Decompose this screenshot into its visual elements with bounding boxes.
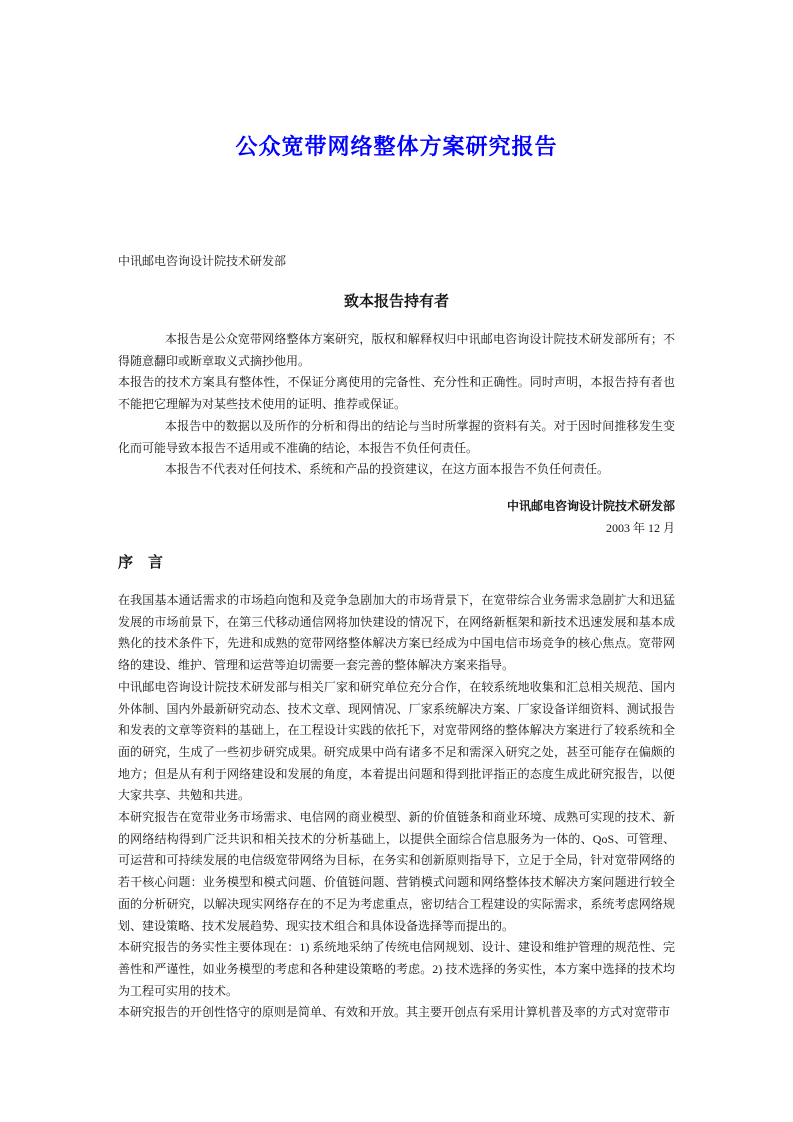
paragraph: 本报告中的数据以及所作的分析和得出的结论与当时所掌握的资料有关。对于因时间推移发生变化而可能导致本报告不适用或不准确的结论，本报告不负任何责任。 <box>118 418 675 455</box>
paragraph: 本报告的技术方案具有整体性，不保证分离使用的完备性、充分性和正确性。同时声明，本报告持有者也不能把它理解为对某些技术使用的证明、推荐或保证。 <box>118 375 675 412</box>
paragraph: 本研究报告在宽带业务市场需求、电信网的商业模型、新的价值链条和商业环境、成熟可实现的技术、新的网络结构得到广泛共识和相关技术的分析基础上，以提供全面综合信息服务为一体的、QoS、可管理、可运营和可持续发展的电信级宽带网络为目标，在务实和创新原则指导下，立足于全局，针对宽带网络的若干核心问题：业务模型和模式问题、价值链问题、营销模式问题和网络整体技术解决方案问题进行较全面的分析研究，以解决现实网络存在的不足为考虑重点，密切结合工程建设的实际需求，系统考虑网络规划、建设策略、技术发展趋势、现实技术组合和具体设备选择等而提出的。 <box>118 810 675 933</box>
paragraph: 在我国基本通话需求的市场趋向饱和及竞争急剧加大的市场背景下，在宽带综合业务需求急剧扩大和迅猛发展的市场前景下，在第三代移动通信网将加快建设的情况下，在网络新框架和新技术迅速发展和基本成熟化的技术条件下，先进和成熟的宽带网络整体解决方案已经成为中国电信市场竞争的核心焦点。宽带网络的建设、维护、管理和运营等迫切需要一套完善的整体解决方案来指导。 <box>118 593 675 673</box>
report-title: 公众宽带网络整体方案研究报告 <box>235 133 558 159</box>
paragraph: 本报告是公众宽带网络整体方案研究，版权和解释权归中讯邮电咨询设计院技术研发部所有；不得随意翻印或断章取义式摘抄他用。 <box>118 332 675 368</box>
department-line: 中讯邮电咨询设计院技术研发部 <box>118 254 287 268</box>
paragraph: 中讯邮电咨询设计院技术研发部与相关厂家和研究单位充分合作，在较系统地收集和汇总相关规范、国内外体制、国内外最新研究动态、技术文章、现网情况、厂家系统解决方案、厂家设备详细资料、测试报告和发表的文章等资料的基础上，在工程设计实践的依托下，对宽带网络的整体解决方案进行了较系统和全面的研究，生成了一些初步研究成果。研究成果中尚有诸多不足和需深入研究之处，甚至可能存在偏颇的地方；但是从有利于网络建设和发展的角度，本着提出问题和得到批评指正的态度生成此研究报告，以便大家共享、共勉和共进。 <box>118 679 675 803</box>
preface-paragraphs <box>118 590 675 1024</box>
signature-line: 中讯邮电咨询设计院技术研发部 <box>506 499 675 513</box>
paragraph: 本研究报告的务实性主要体现在：1) 系统地采纳了传统电信网规划、设计、建设和维护管理的规范性、完善性和严谨性，如业务模型的考虑和各种建设策略的考虑。2) 技术选择的务实性，本方案中选择的技术均为工程可实用的技术。 <box>118 940 675 998</box>
notice-heading: 致本报告持有者 <box>343 294 449 310</box>
paragraph: 本报告不代表对任何技术、系统和产品的投资建议，在这方面本报告不负任何责任。 <box>165 462 610 477</box>
signature-date: 2003 年 12 月 <box>605 521 675 535</box>
preface-heading: 序 言 <box>118 555 164 571</box>
paragraph: 本研究报告的开创性恪守的原则是简单、有效和开放。其主要开创点有采用计算机普及率的方式对宽带市 <box>118 1005 671 1020</box>
notice-paragraphs <box>118 329 675 481</box>
